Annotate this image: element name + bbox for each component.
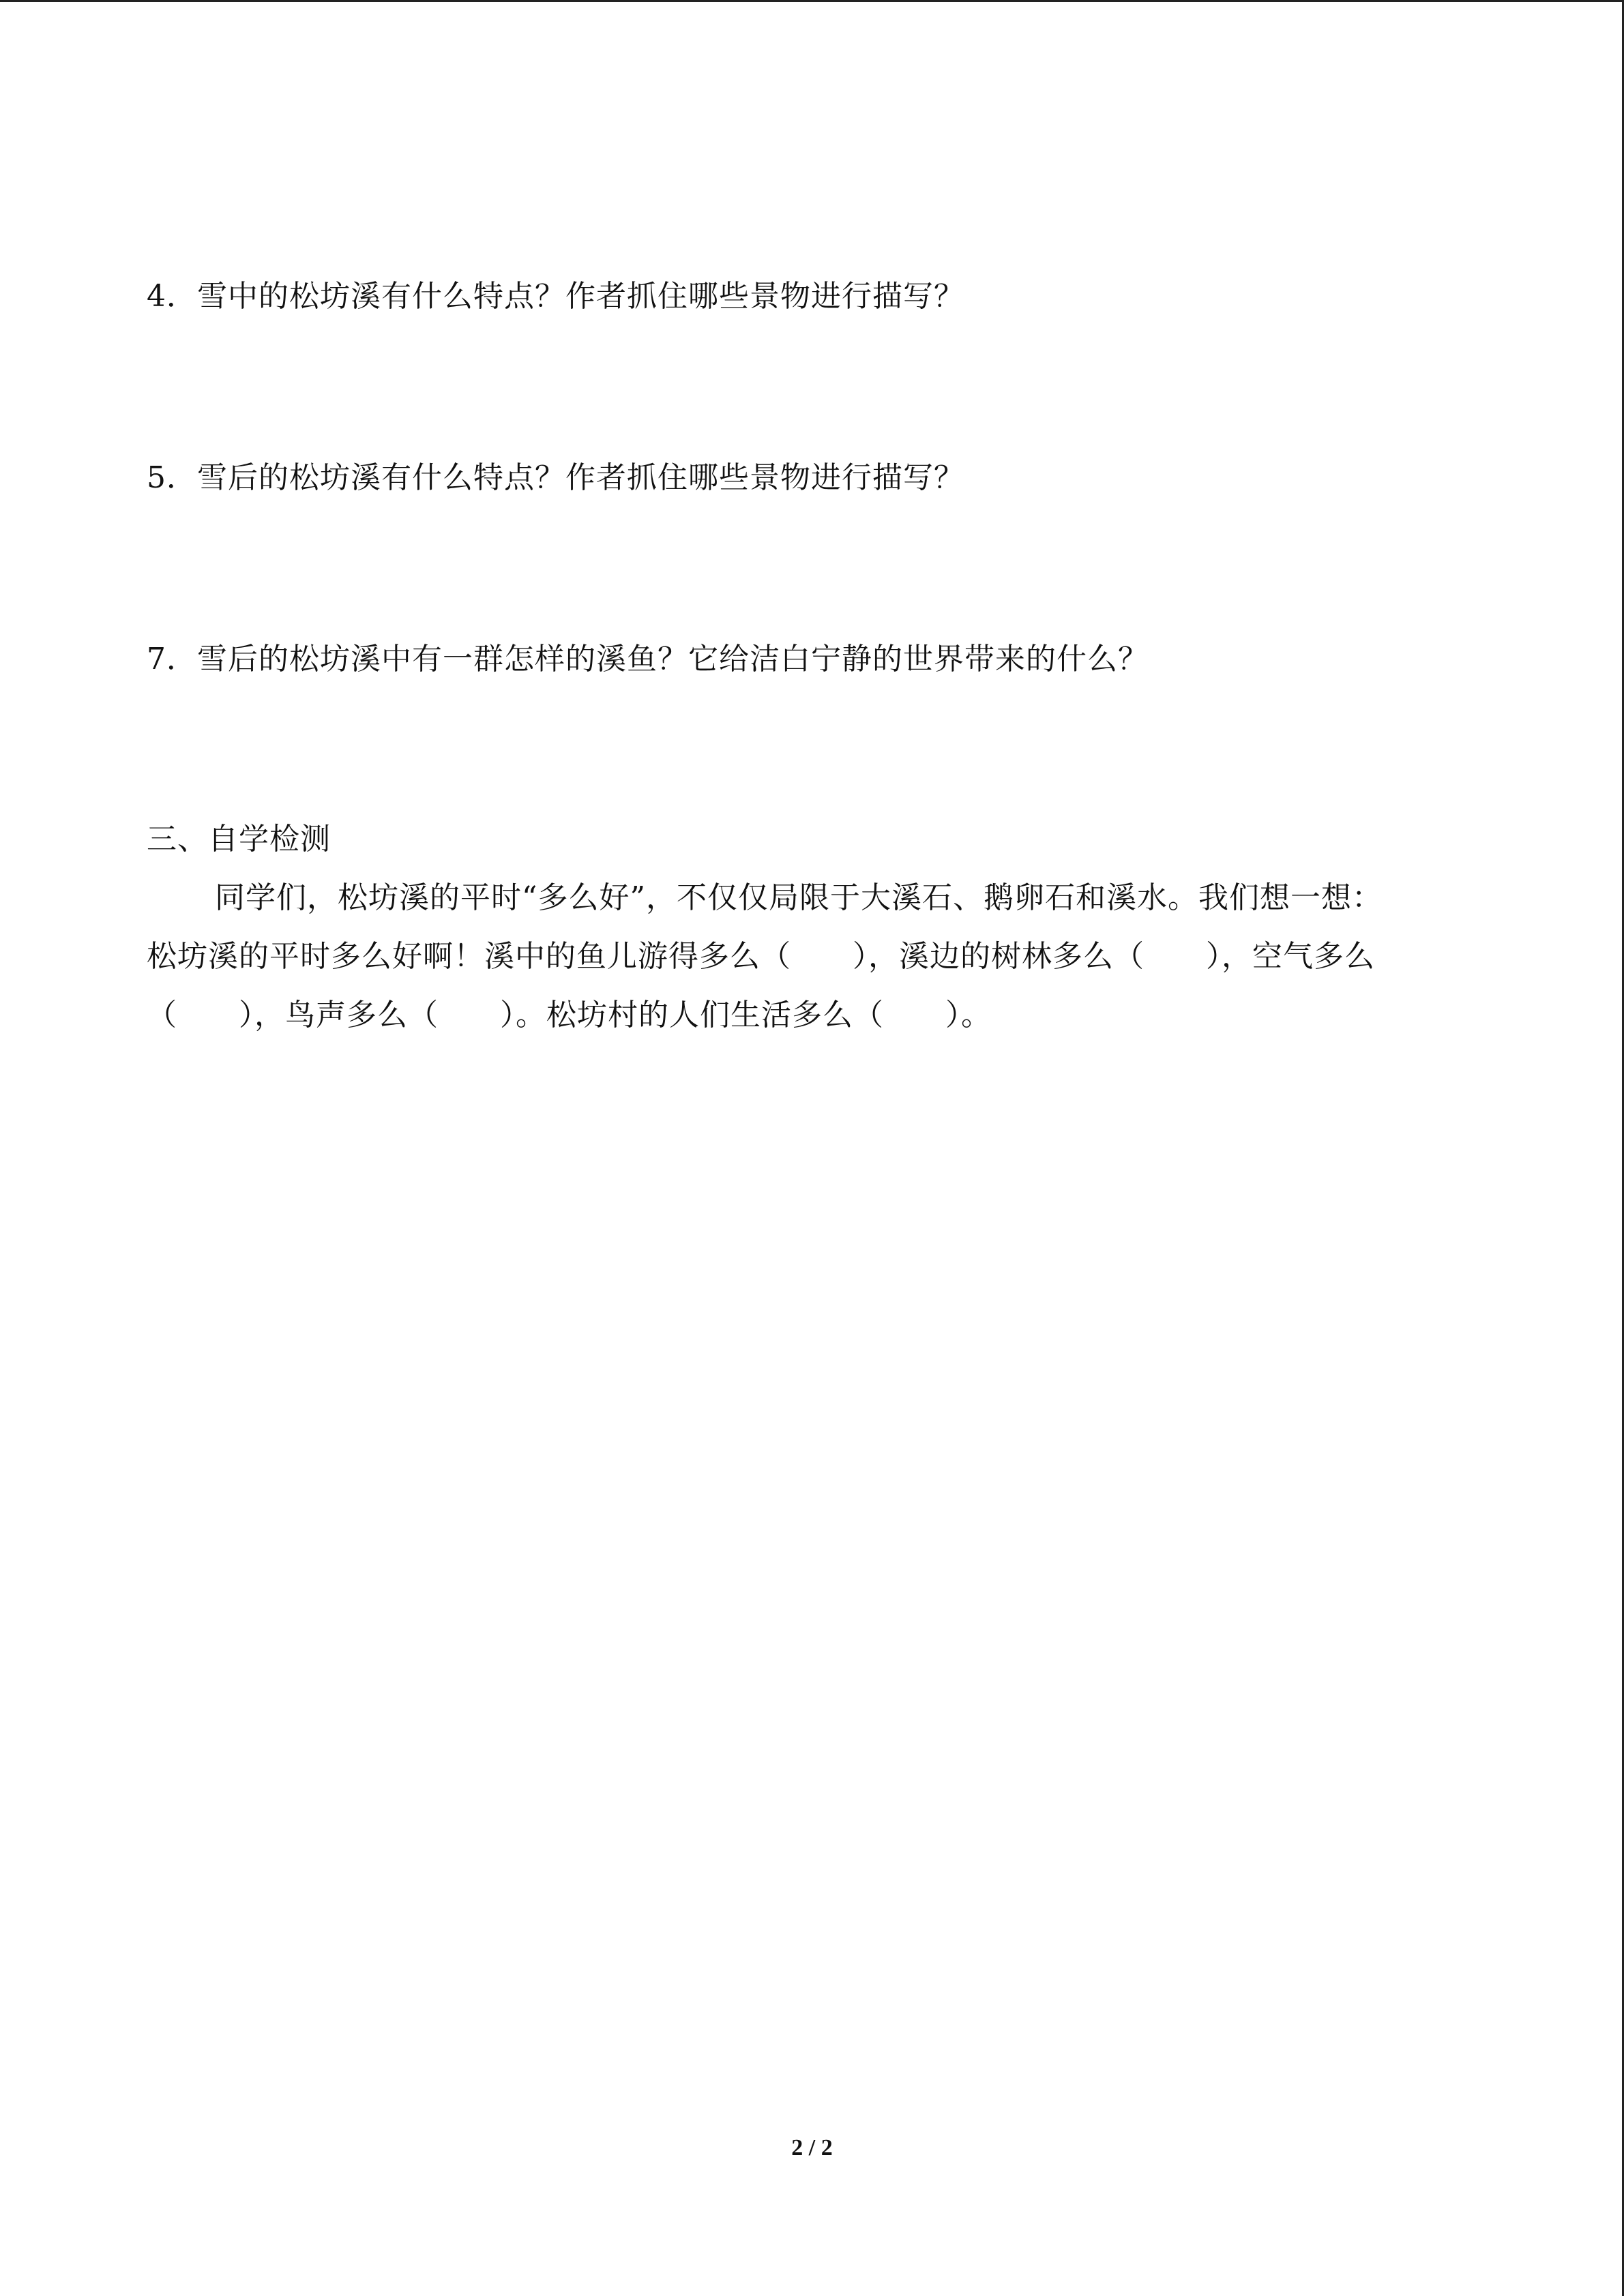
page-number: 2 / 2 [791,2135,833,2160]
question-7: 7．雪后的松坊溪中有一群怎样的溪鱼？它给洁白宁静的世界带来的什么？ [147,642,1149,676]
section-3-paragraph-line-1: 同学们，松坊溪的平时“多么好”，不仅仅局限于大溪石、鹅卵石和溪水。我们想一想： [215,880,1383,915]
section-3-heading: 三、自学检测 [147,822,331,856]
question-5: 5．雪后的松坊溪有什么特点？作者抓住哪些景物进行描写？ [147,460,964,495]
section-3-paragraph-line-3: （ ），鸟声多么（ ）。松坊村的人们生活多么（ ）。 [147,998,992,1032]
section-3-paragraph-line-2: 松坊溪的平时多么好啊！溪中的鱼儿游得多么（ ），溪边的树林多么（ ），空气多么 [147,939,1375,974]
question-4: 4．雪中的松坊溪有什么特点？作者抓住哪些景物进行描写？ [147,279,964,314]
